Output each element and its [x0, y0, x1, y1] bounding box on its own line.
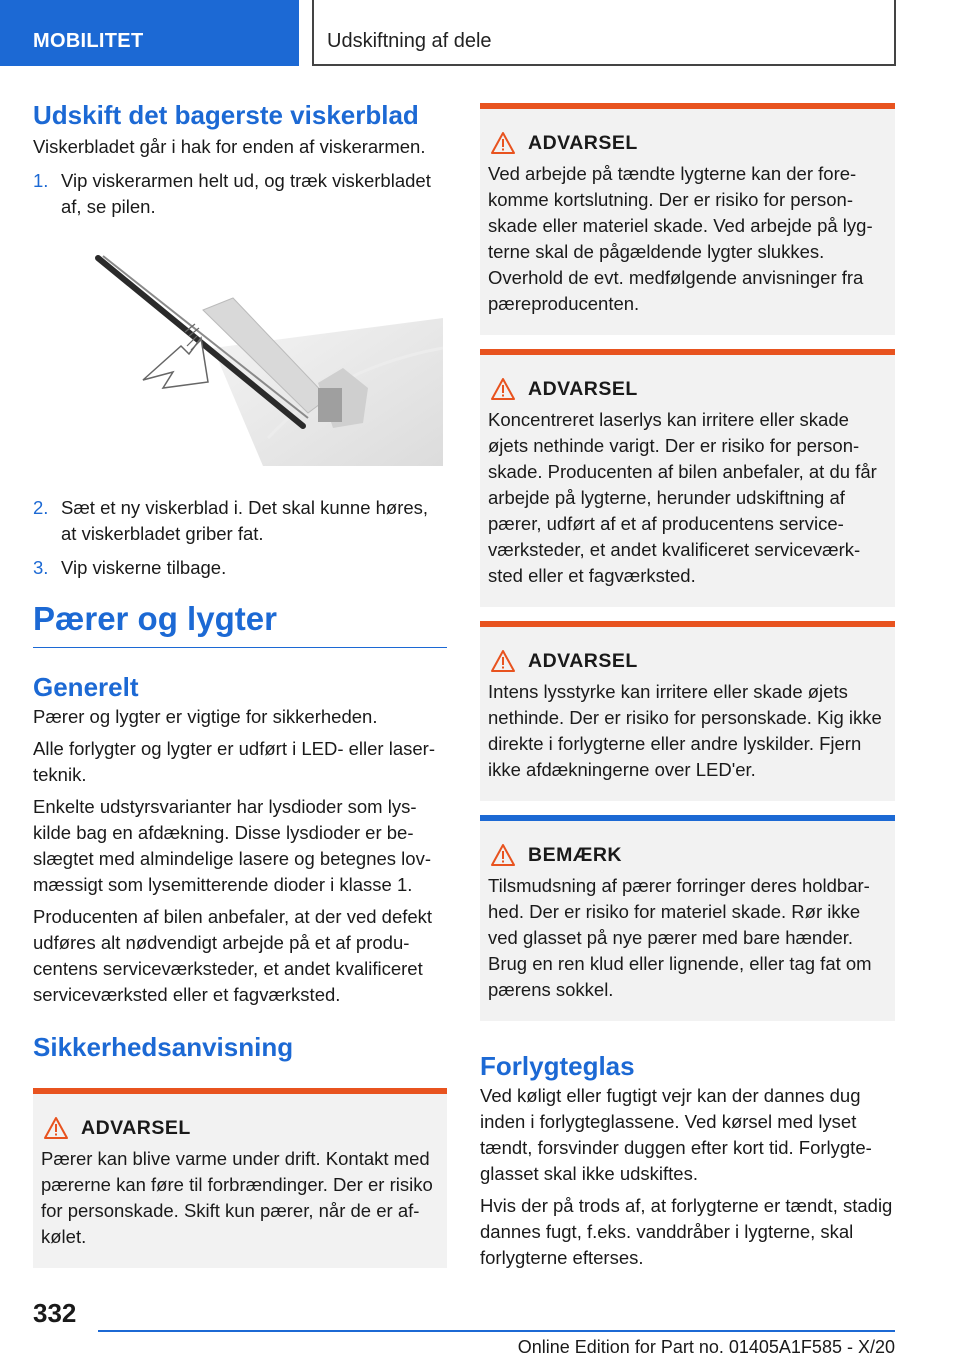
step-number: 2. [33, 497, 49, 518]
wiper-heading: Udskift det bagerste viskerblad [33, 100, 419, 130]
section-tab: MOBILITET [0, 0, 299, 66]
step-3 [33, 555, 447, 581]
wiper-steps-continued [33, 495, 447, 581]
note-text: Tilsmudsning af pærer forringer deres holdbarhed. Der er risiko for materiel skade. Rør ikke ved glasset på nye pærer med bare hænder. Brug en ren klud eller lignende, eller tag fat om pærens sokkel. [488, 875, 872, 1000]
warning-triangle-icon [490, 377, 516, 401]
warning-label: ADVARSEL [528, 377, 638, 400]
warning-triangle-icon [490, 843, 516, 867]
wiper-steps [33, 168, 447, 220]
general-paragraph: Enkelte udstyrsvarianter har lysdioder som lyskilde bag en afdækning. Disse lysdioder er beslægtet med almindelige lasere og betegnes lovmæssigt som lysemitterende dioder i klasse 1. [33, 796, 431, 895]
right-column [480, 103, 895, 1271]
warning-box [480, 621, 895, 801]
safety-heading: Sikkerhedsanvisning [33, 1032, 294, 1062]
wiper-intro: Viskerbladet går i hak for enden af viskerarmen. [33, 136, 426, 157]
step-number: 1. [33, 170, 49, 191]
warning-header [490, 377, 887, 401]
note-header [490, 843, 887, 867]
warning-box [480, 349, 895, 607]
note-label: BEMÆRK [528, 843, 622, 866]
warning-box [480, 103, 895, 335]
warning-header [490, 131, 887, 155]
glass-paragraph: Hvis der på trods af, at forlygterne er tændt, stadig dannes fugt, f.eks. vanddråber i lygterne, skal forlygterne efterses. [480, 1195, 893, 1268]
warning-label: ADVARSEL [528, 131, 638, 154]
lamps-heading: Pærer og lygter [33, 599, 447, 648]
general-paragraph: Alle forlygter og lygter er udført i LED- eller laserteknik. [33, 738, 436, 785]
warning-triangle-icon [490, 649, 516, 673]
step-text: Sæt et ny viskerblad i. Det skal kunne høres, at viskerbladet griber fat. [61, 497, 429, 544]
step-2 [33, 495, 447, 547]
general-heading: Generelt [33, 672, 139, 702]
general-paragraph: Producenten af bilen anbefaler, at der ved defekt udføres alt nødvendigt arbejde på et af producentens serviceværksteder, et andet kvalificeret serviceværksted eller et fagværksted. [33, 906, 433, 1005]
step-text: Vip viskerarmen helt ud, og træk viskerbladet af, se pilen. [61, 170, 431, 217]
warning-text: Intens lysstyrke kan irritere eller skade øjets nethinde. Der er risiko for personskade. Kig ikke direkte i forlygterne eller andre lyskilder. Fjern ikke afdækningerne over LED'er. [488, 681, 882, 780]
warning-box [33, 1088, 447, 1268]
footer-divider [98, 1330, 895, 1332]
page-number: 332 [33, 1298, 77, 1328]
warning-header [490, 649, 887, 673]
step-1 [33, 168, 447, 220]
page-title: Udskiftning af dele [312, 0, 896, 66]
warning-label: ADVARSEL [81, 1116, 191, 1139]
glass-paragraph: Ved køligt eller fugtigt vejr kan der dannes dug inden i forlygteglassene. Ved kørsel med lyset tændt, forsvinder duggen efter kort tid. Forlygteglasset skal ikke udskiftes. [480, 1085, 872, 1184]
warning-text: Ved arbejde på tændte lygterne kan der forekomme kortslutning. Der er risiko for personskade eller materiel skade. Ved arbejde på lygterne skal de pågældende lygter slukkes. Overhold de evt. medfølgende anvisninger fra pæreproducenten. [488, 163, 873, 314]
warning-text: Pærer kan blive varme under drift. Kontakt med pærerne kan føre til forbrændinger. Der er risiko for personskade. Skift kun pærer, når de er afkølet. [41, 1148, 433, 1247]
warning-label: ADVARSEL [528, 649, 638, 672]
warning-text: Koncentreret laserlys kan irritere eller skade øjets nethinde varigt. Der er risiko for personskade. Producenten af bilen anbefaler, at du får arbejde på lygterne, herunder udskiftning af pærer, udført af et af producentens serviceværksteder, et andet kvalificeret serviceværksted eller et fagværksted. [488, 409, 877, 586]
warning-header [43, 1116, 439, 1140]
step-text: Vip viskerne tilbage. [61, 557, 227, 578]
glass-heading: Forlygteglas [480, 1051, 635, 1081]
warning-triangle-icon [490, 131, 516, 155]
wiper-illustration [93, 248, 443, 466]
warning-triangle-icon [43, 1116, 69, 1140]
note-box [480, 815, 895, 1021]
general-paragraph: Pærer og lygter er vigtige for sikkerheden. [33, 706, 378, 727]
left-column [33, 100, 447, 1268]
step-number: 3. [33, 557, 49, 578]
edition-note: Online Edition for Part no. 01405A1F585 - X/20 [517, 1337, 895, 1357]
